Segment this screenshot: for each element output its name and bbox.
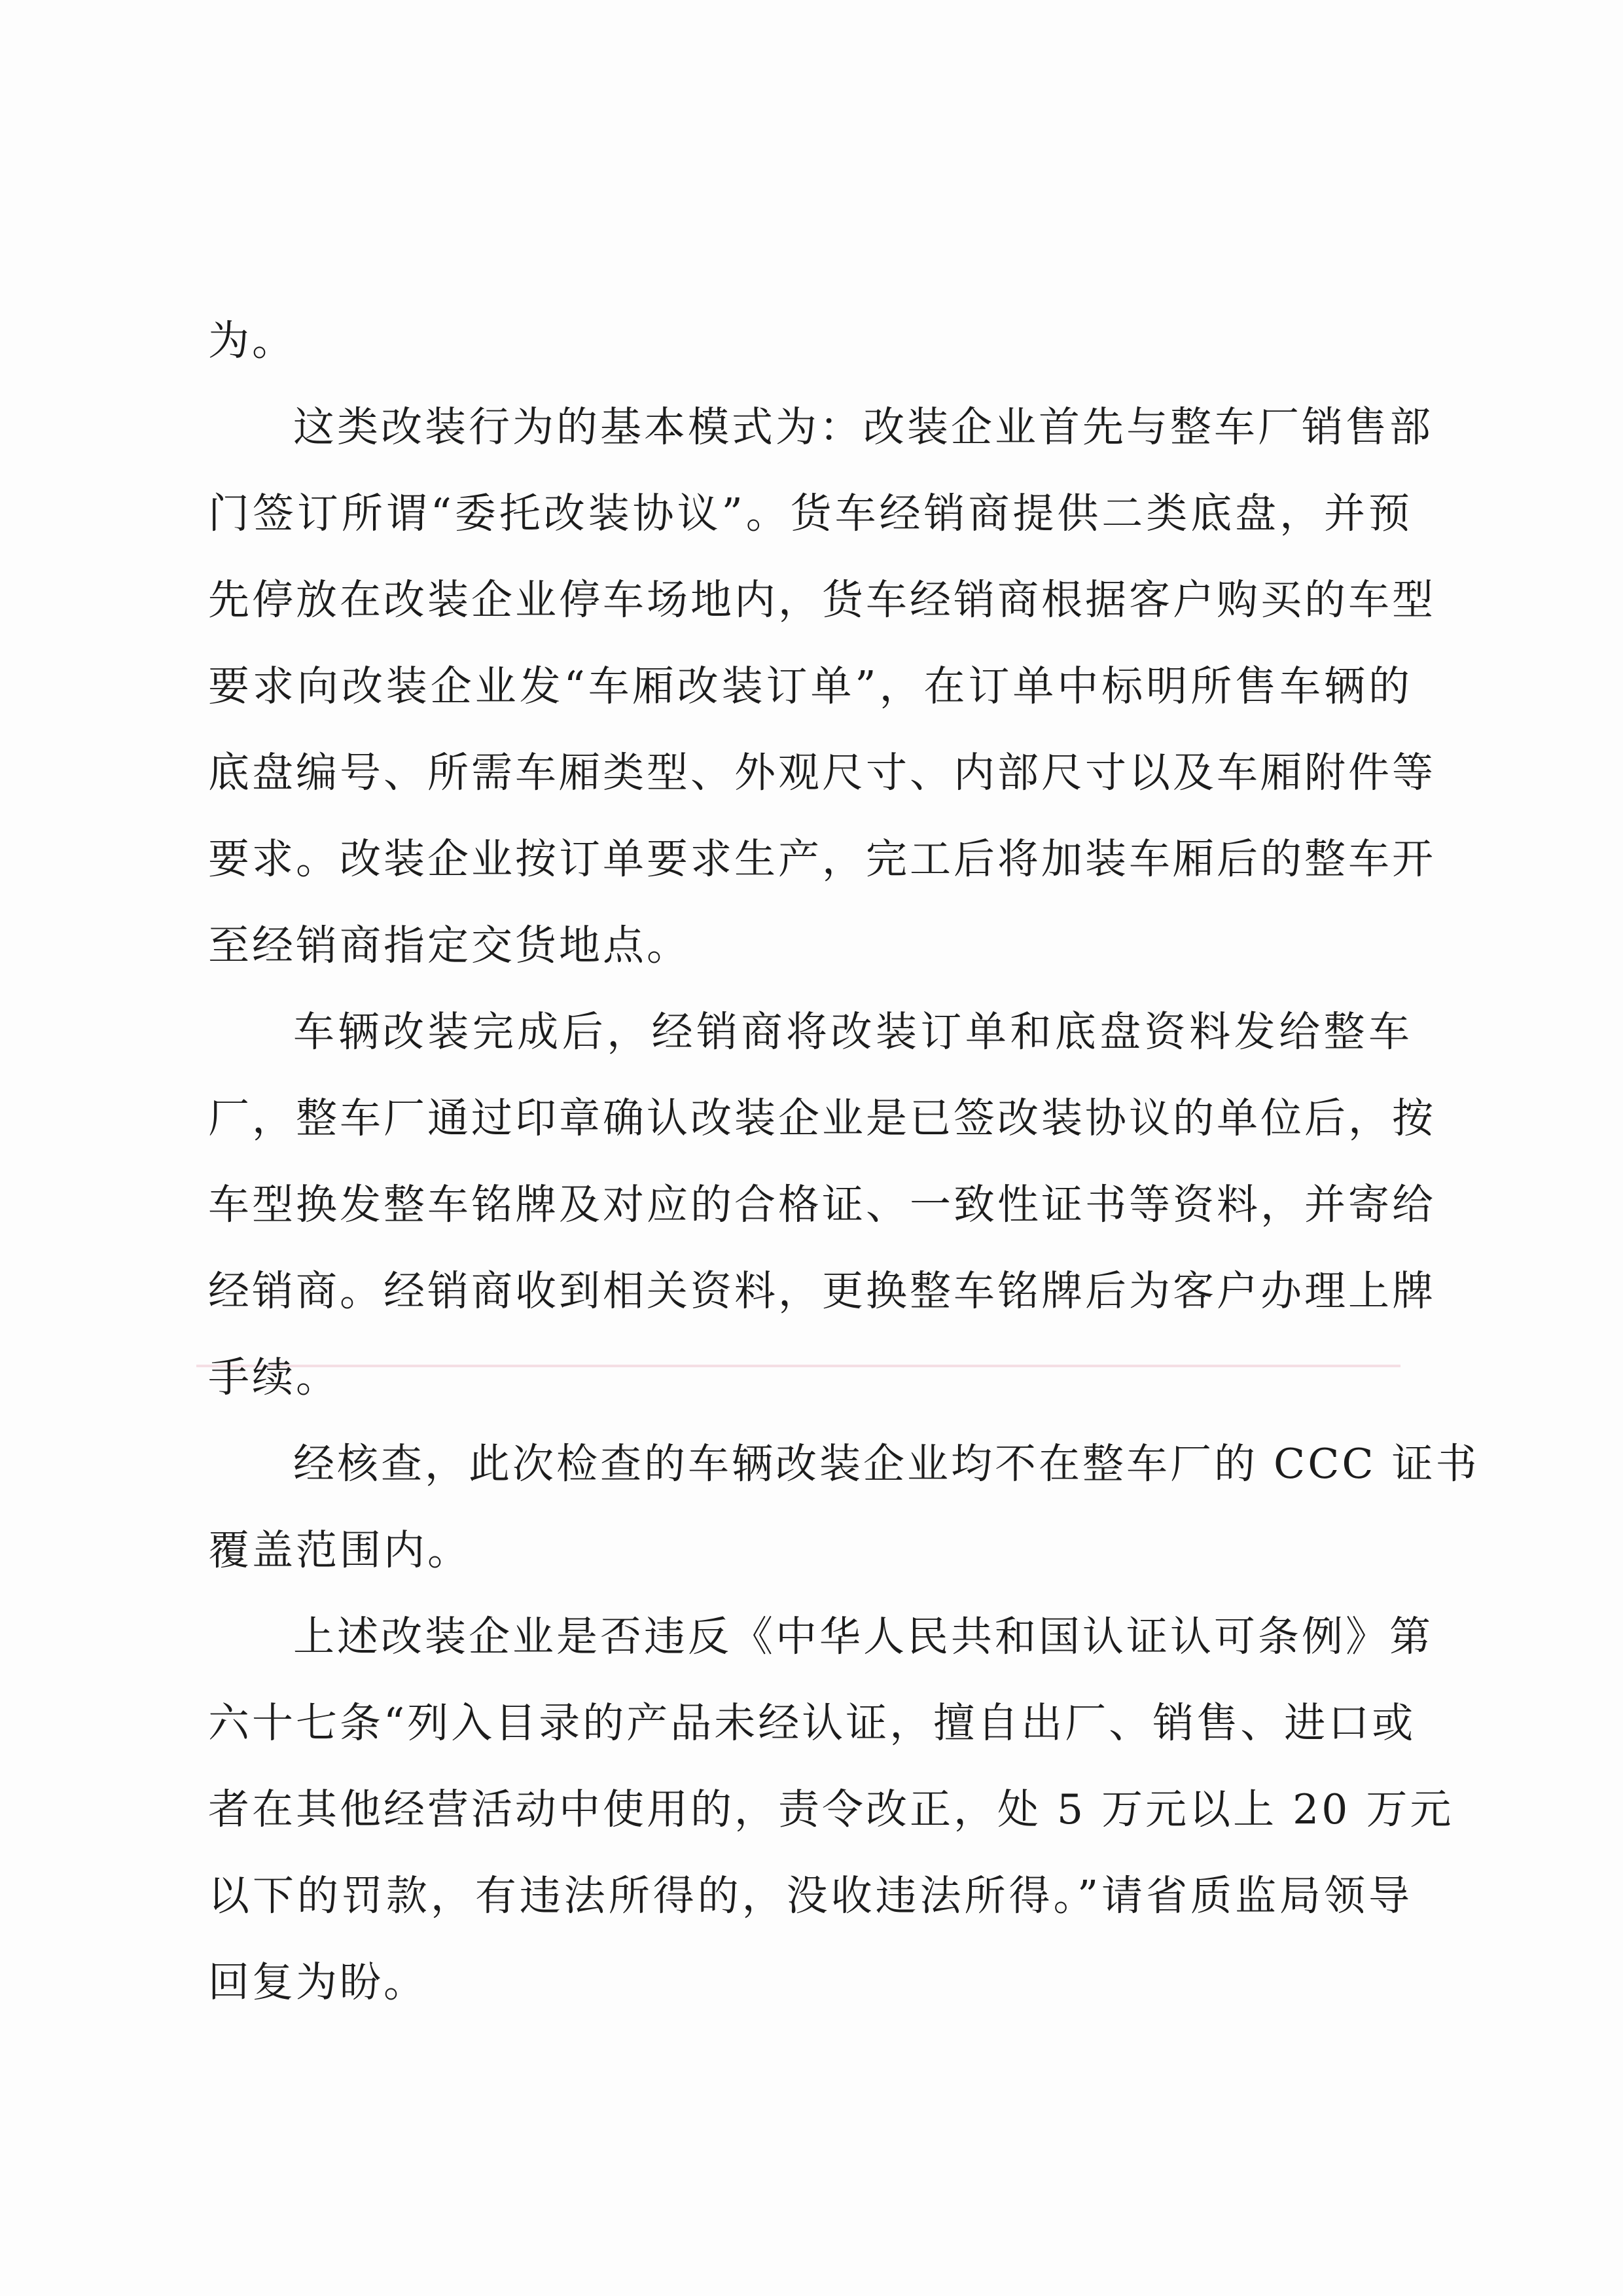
text-line: 先停放在改装企业停车场地内，货车经销商根据客户购买的车型: [208, 576, 1436, 624]
text-line: 手续。: [208, 1354, 340, 1401]
text-line: 厂，整车厂通过印章确认改装企业是已签改装协议的单位后，按: [208, 1094, 1436, 1142]
text-line: 为。: [208, 317, 296, 365]
text-line: 上述改装企业是否违反《中华人民共和国认证认可条例》第: [293, 1613, 1433, 1660]
text-line: 门签订所谓“委托改装协议”。货车经销商提供二类底盘，并预: [208, 490, 1412, 537]
text-line: 要求。改装企业按订单要求生产，完工后将加装车厢后的整车开: [208, 835, 1436, 883]
text-line: 这类改装行为的基本模式为：改装企业首先与整车厂销售部: [293, 403, 1433, 451]
text-line: 者在其他经营活动中使用的，责令改正，处 5 万元以上 20 万元: [208, 1785, 1454, 1833]
text-line: 底盘编号、所需车厢类型、外观尺寸、内部尺寸以及车厢附件等: [208, 749, 1436, 797]
text-line: 经核查，此次检查的车辆改装企业均不在整车厂的 CCC 证书: [293, 1440, 1480, 1488]
text-line: 至经销商指定交货地点。: [208, 922, 690, 969]
text-line: 经销商。经销商收到相关资料，更换整车铭牌后为客户办理上牌: [208, 1267, 1436, 1315]
text-line: 要求向改装企业发“车厢改装订单”，在订单中标明所售车辆的: [208, 662, 1412, 710]
text-line: 以下的罚款，有违法所得的，没收违法所得。”请省质监局领导: [208, 1872, 1412, 1920]
text-line: 六十七条“列入目录的产品未经认证，擅自出厂、销售、进口或: [208, 1699, 1416, 1747]
text-line: 回复为盼。: [208, 1958, 427, 2006]
text-line: 车辆改装完成后，经销商将改装订单和底盘资料发给整车: [293, 1008, 1412, 1056]
text-line: 覆盖范围内。: [208, 1526, 471, 1574]
document-body: [208, 298, 1480, 2026]
text-line: 车型换发整车铭牌及对应的合格证、一致性证书等资料，并寄给: [208, 1181, 1436, 1229]
